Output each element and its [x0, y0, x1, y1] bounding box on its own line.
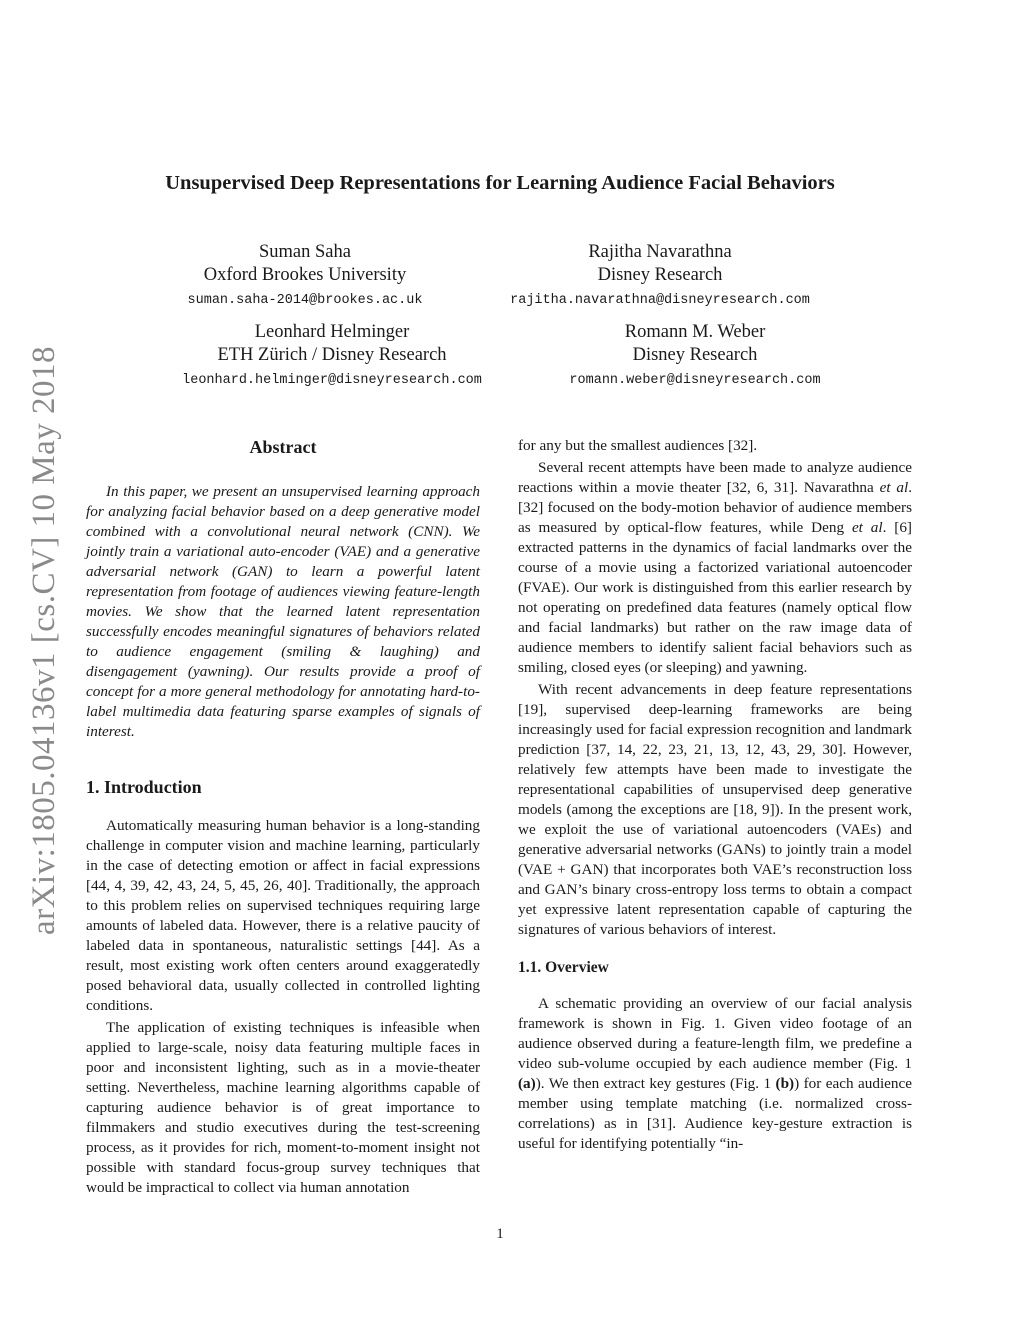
author-name: Leonhard Helminger [254, 322, 410, 342]
arxiv-stamp [15, 330, 75, 950]
figure-ref-b: (b) [775, 1075, 795, 1092]
author-block [105, 241, 505, 311]
abstract-heading: Abstract [249, 437, 317, 457]
author-email: rajitha.navarathna@disneyresearch.com [510, 293, 810, 308]
figure-ref-a: (a) [518, 1075, 536, 1092]
author-name: Rajitha Navarathna [588, 242, 732, 262]
intro-paragraph: Automatically measuring human behavior is a long-standing challenge in computer vision and machine learning, particularly in the case of detecting emotion or affect in facial expressions [44, 4, 39, 42, 43, 24, 5, 45, 26, 40]. Traditionally, the approach to this problem relies on supervised techniques requiring large amounts of labeled data. However, there is a relative paucity of labeled data in spontaneous, naturalistic settings [44]. As a result, most existing work often centers around exaggeratedly posed behavioral data, usually collected in controlled lighting conditions. [86, 817, 480, 1014]
subsection-heading-overview: 1.1. Overview [518, 959, 609, 976]
author-affiliation: Disney Research [597, 265, 723, 285]
intro-paragraph-continued: for any but the smallest audiences [32]. [518, 437, 758, 454]
author-email: suman.saha-2014@brookes.ac.uk [187, 293, 423, 308]
left-column [86, 436, 480, 1198]
paper-title: Unsupervised Deep Representations for Learning Audience Facial Behaviors [165, 172, 835, 194]
author-affiliation: Oxford Brookes University [203, 265, 407, 285]
overview-paragraph [518, 994, 912, 1154]
author-affiliation: ETH Zürich / Disney Research [217, 345, 447, 365]
author-block [460, 241, 860, 311]
author-block [495, 321, 895, 391]
arxiv-identifier: arXiv:1805.04136v1 [cs.CV] 10 May 2018 [26, 345, 63, 935]
text-run: Several recent attempts have been made to analyze audience reactions within a movie theater [32, 6, 31]. Navarathna [518, 459, 912, 496]
author-email: leonhard.helminger@disneyresearch.com [182, 373, 482, 388]
abstract-text: In this paper, we present an unsupervised learning approach for analyzing facial behavior based on a deep generative model combined with a convolutional neural network (CNN). We jointly train a variational auto-encoder (VAE) and a generative adversarial network (GAN) to learn a powerful latent representation from footage of audiences viewing feature-length movies. We show that the learned latent representation successfully encodes meaningful signatures of behaviors related to audience engagement (smiling & laughing) and disengagement (yawning). Our results provide a proof of concept for a more general methodology for annotating hard-to-label multimedia data featuring sparse examples of signals of interest. [86, 483, 480, 740]
text-run: ). We then extract key gestures (Fig. 1 [535, 1075, 776, 1092]
author-block [132, 321, 532, 391]
text-run: ) for each audience member using template matching (i.e. normalized cross-correlations) as in [31]. Audience key-gesture extraction is useful for identifying potentially “in- [518, 1075, 912, 1152]
author-name: Suman Saha [259, 242, 351, 262]
related-work-paragraph [518, 458, 912, 678]
section-heading-introduction: 1. Introduction [86, 777, 202, 797]
text-run: A schematic providing an overview of our facial analysis framework is shown in Fig. 1. Given video footage of an audience observed during a feature-length film, we predefine a video sub-volume occupied by each audience member (Fig. 1 [518, 995, 912, 1072]
text-run: . [6] extracted patterns in the dynamics of facial landmarks over the course of a movie using a factorized variational autoencoder (FVAE). Our work is distinguished from this earlier research by not operating on predefined data features (namely optical flow and facial landmarks) but rather on the raw image data of audience members to identify salient facial behaviors such as smiling, closed eyes (or sleeping) and yawning. [518, 519, 912, 676]
author-name: Romann M. Weber [624, 322, 766, 342]
right-column [518, 436, 912, 1154]
author-affiliation: Disney Research [632, 345, 758, 365]
deep-learning-paragraph: With recent advancements in deep feature representations [19], supervised deep-learning frameworks are being increasingly used for facial expression recognition and landmark prediction [37, 14, 22, 23, 21, 13, 12, 43, 29, 30]. However, relatively few attempts have been made to investigate the representational capabilities of unsupervised deep generative models (among the exceptions are [18, 9]). In the present work, we exploit the use of variational autoencoders (VAEs) and generative adversarial networks (GANs) to jointly train a model (VAE + GAN) that incorporates both VAE’s reconstruction loss and GAN’s binary cross-entropy loss terms to obtain a compact yet expressive latent representation capable of capturing the signatures of various behaviors of interest. [518, 681, 912, 938]
author-email: romann.weber@disneyresearch.com [569, 373, 821, 388]
intro-paragraph: The application of existing techniques is infeasible when applied to large-scale, noisy data featuring multiple faces in poor and inconsistent lighting, such as in a movie-theater setting. Nevertheless, machine learning algorithms capable of capturing audience behavior is of great importance to filmmakers and studio executives during the test-screening process, as it provides for rich, moment-to-moment insight not possible with standard focus-group survey techniques that would be impractical to collect via human annotation [86, 1019, 480, 1196]
citation-etal: et al [879, 479, 909, 496]
citation-etal: et al [851, 519, 883, 536]
text-run: . [32] focused on the body-motion behavior of audience members as measured by optical-flow features, while Deng [518, 479, 912, 536]
page-number: 1 [496, 1226, 504, 1242]
